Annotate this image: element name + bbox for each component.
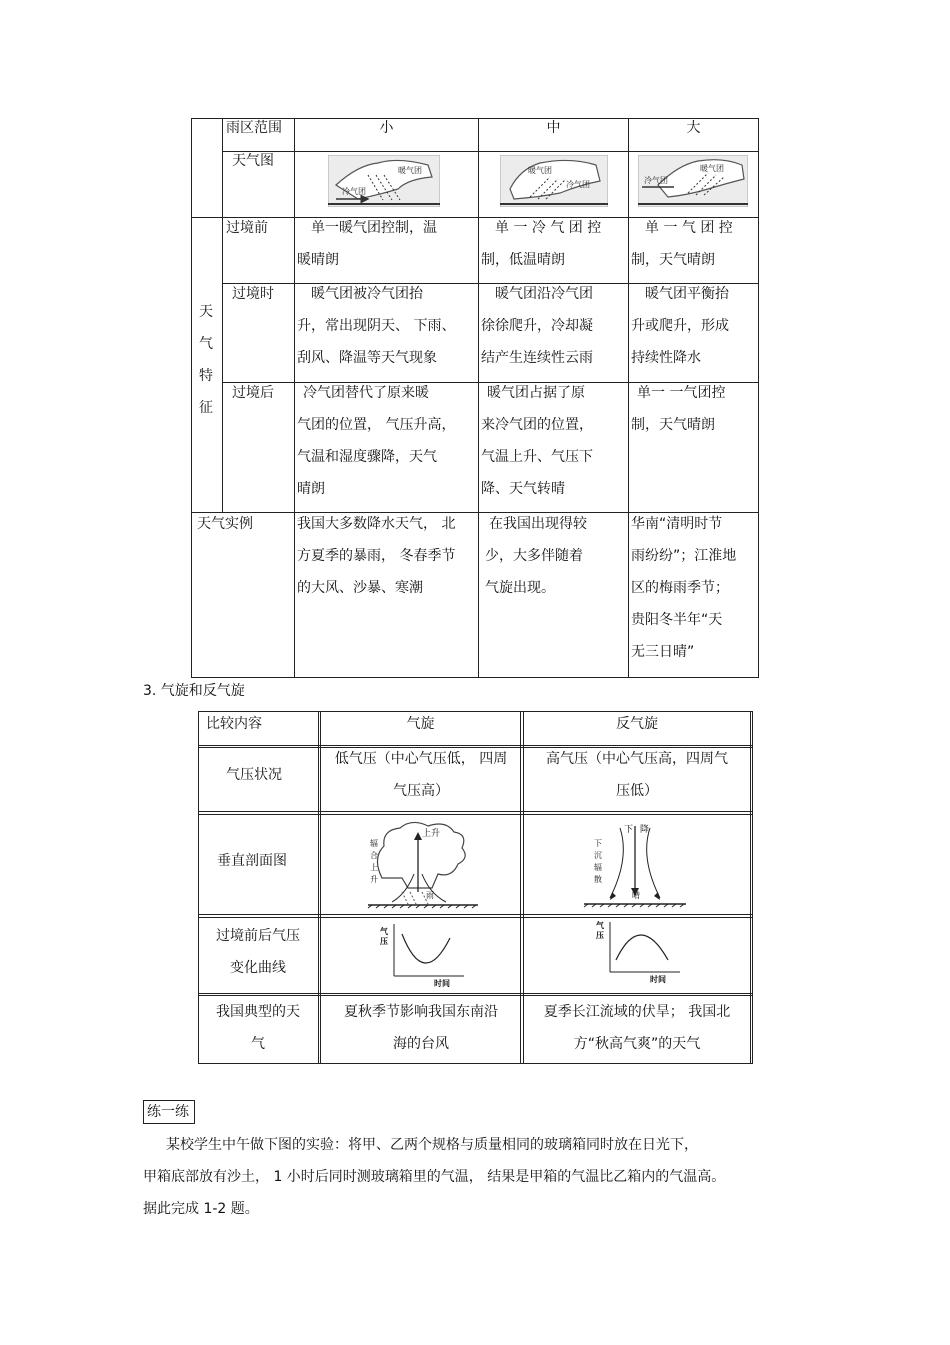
map3-cold-text: 冷气团 xyxy=(644,176,668,185)
anticyclone-curve-y1: 气 xyxy=(596,921,604,930)
before-c1: 单一暖气团控制，温 暖晴朗 xyxy=(297,220,437,268)
anticyclone-header: 反气旋 xyxy=(616,716,658,732)
after-c3: 单一 一气团控 制，天气晴朗 xyxy=(631,385,726,433)
cyclone-side-3: 上 xyxy=(370,863,378,872)
practice-box xyxy=(143,1100,195,1124)
weather-map-label: 天气图 xyxy=(232,153,274,169)
typical-label: 我国典型的天 气 xyxy=(216,1004,300,1052)
example-c2: 在我国出现得较 少，大多伴随着 气旋出现。 xyxy=(485,516,587,596)
example-label: 天气实例 xyxy=(197,516,253,532)
rain-range-label: 雨区范围 xyxy=(226,120,282,136)
example-c3: 华南“清明时节 雨纷纷”；江淮地 区的梅雨季节； 贵阳冬半年“天 无三日晴” xyxy=(631,516,737,660)
after-c1: 冷气团替代了原来暖 气团的位置， 气压升高， 气温和湿度骤降，天气 晴朗 xyxy=(297,385,456,497)
group-label-char-4: 征 xyxy=(199,400,213,416)
during-label: 过境时 xyxy=(232,286,274,302)
anticyclone-side-2: 沉 xyxy=(594,851,602,860)
cyclone-profile-diagram xyxy=(362,818,482,912)
practice-line-1: 某校学生中午做下图的实验：将甲、乙两个规格与质量相同的玻璃箱同时放在日光下， xyxy=(166,1137,698,1153)
during-c1: 暖气团被冷气团抬 升，常出现阴天、 下雨、 刮风、降温等天气现象 xyxy=(297,286,456,366)
anticyclone-side-3: 辐 xyxy=(594,863,602,872)
map2-warm-text: 暖气团 xyxy=(528,166,552,175)
typical-cyclone: 夏秋季节影响我国东南沿 海的台风 xyxy=(344,1004,498,1052)
group-label-char-1: 天 xyxy=(199,304,213,320)
cyclone-up-text: 上升 xyxy=(422,829,441,839)
cyclone-header: 气旋 xyxy=(406,716,435,732)
anticyclone-down2-text: 降 xyxy=(640,825,650,835)
front-map-sketch-3 xyxy=(638,155,748,207)
anticyclone-curve-x: 时间 xyxy=(650,975,666,984)
cyclone-side-1: 辐 xyxy=(370,839,378,848)
cyclone-curve-y1: 气 xyxy=(380,927,388,936)
anticyclone-side-1: 下 xyxy=(594,839,602,848)
after-c2: 暖气团占据了原 来冷气团的位置， 气温上升、气压下 降、天气转晴 xyxy=(481,385,593,497)
front-map-sketch-1 xyxy=(328,155,440,207)
typical-anticyclone: 夏季长江流域的伏旱； 我国北 方“秋高气爽”的天气 xyxy=(543,1004,731,1052)
during-c2: 暖气团沿冷气团 徐徐爬升，冷却凝 结产生连续性云雨 xyxy=(481,286,593,366)
pressure-cyclone: 低气压（中心气压低， 四周 气压高） xyxy=(334,751,508,799)
map3-warm-text: 暖气团 xyxy=(700,164,724,173)
map1-cold-text: 冷气团 xyxy=(342,187,366,196)
cyclone-curve-x: 时间 xyxy=(434,979,450,988)
profile-label: 垂直剖面图 xyxy=(217,853,287,869)
anticyclone-pressure-curve xyxy=(594,918,684,986)
group-label-char-2: 气 xyxy=(199,336,213,352)
before-label: 过境前 xyxy=(226,220,268,236)
map1-warm-text: 暖气团 xyxy=(398,166,422,175)
anticyclone-down-text: 下 xyxy=(624,825,634,835)
anticyclone-profile-diagram xyxy=(580,818,690,912)
cyclone-pressure-curve xyxy=(378,920,468,988)
rain-range-large: 大 xyxy=(686,120,701,136)
practice-box-label: 练一练 xyxy=(147,1104,189,1120)
compare-header-label: 比较内容 xyxy=(206,716,262,732)
after-label: 过境后 xyxy=(232,385,274,401)
map2-cold-text: 冷气团 xyxy=(566,180,590,189)
cyclone-rain-text: 雨 xyxy=(426,891,434,900)
section-3-title: 3. 气旋和反气旋 xyxy=(143,683,245,699)
rain-range-mid: 中 xyxy=(546,120,561,136)
during-c3: 暖气团平衡抬 升或爬升，形成 持续性降水 xyxy=(631,286,729,366)
pressure-label: 气压状况 xyxy=(226,767,282,783)
anticyclone-curve-y2: 压 xyxy=(596,931,604,940)
practice-line-2: 甲箱底部放有沙土， 1 小时后同时测玻璃箱里的气温， 结果是甲箱的气温比乙箱内的气温高。 xyxy=(143,1169,726,1185)
cyclone-side-2: 合 xyxy=(370,851,378,860)
anticyclone-side-4: 散 xyxy=(594,875,602,884)
rain-range-small: 小 xyxy=(379,120,394,136)
cyclone-curve-y2: 压 xyxy=(380,937,388,946)
example-c1: 我国大多数降水天气， 北 方夏季的暴雨， 冬春季节 的大风、沙暴、寒潮 xyxy=(297,516,456,596)
front-map-sketch-2 xyxy=(500,155,608,207)
before-c2: 单 一 冷 气 团 控 制，低温晴朗 xyxy=(481,220,602,268)
anticyclone-clear-text: 晴 xyxy=(632,891,640,900)
pressure-anticyclone: 高气压（中心气压高，四周气 压低） xyxy=(546,751,728,799)
cyclone-side-4: 升 xyxy=(370,875,378,884)
curve-label: 过境前后气压 变化曲线 xyxy=(216,928,300,976)
before-c3: 单 一 气 团 控 制，天气晴朗 xyxy=(631,220,733,268)
practice-line-3: 据此完成 1-2 题。 xyxy=(143,1201,259,1217)
group-label-char-3: 特 xyxy=(199,368,213,384)
